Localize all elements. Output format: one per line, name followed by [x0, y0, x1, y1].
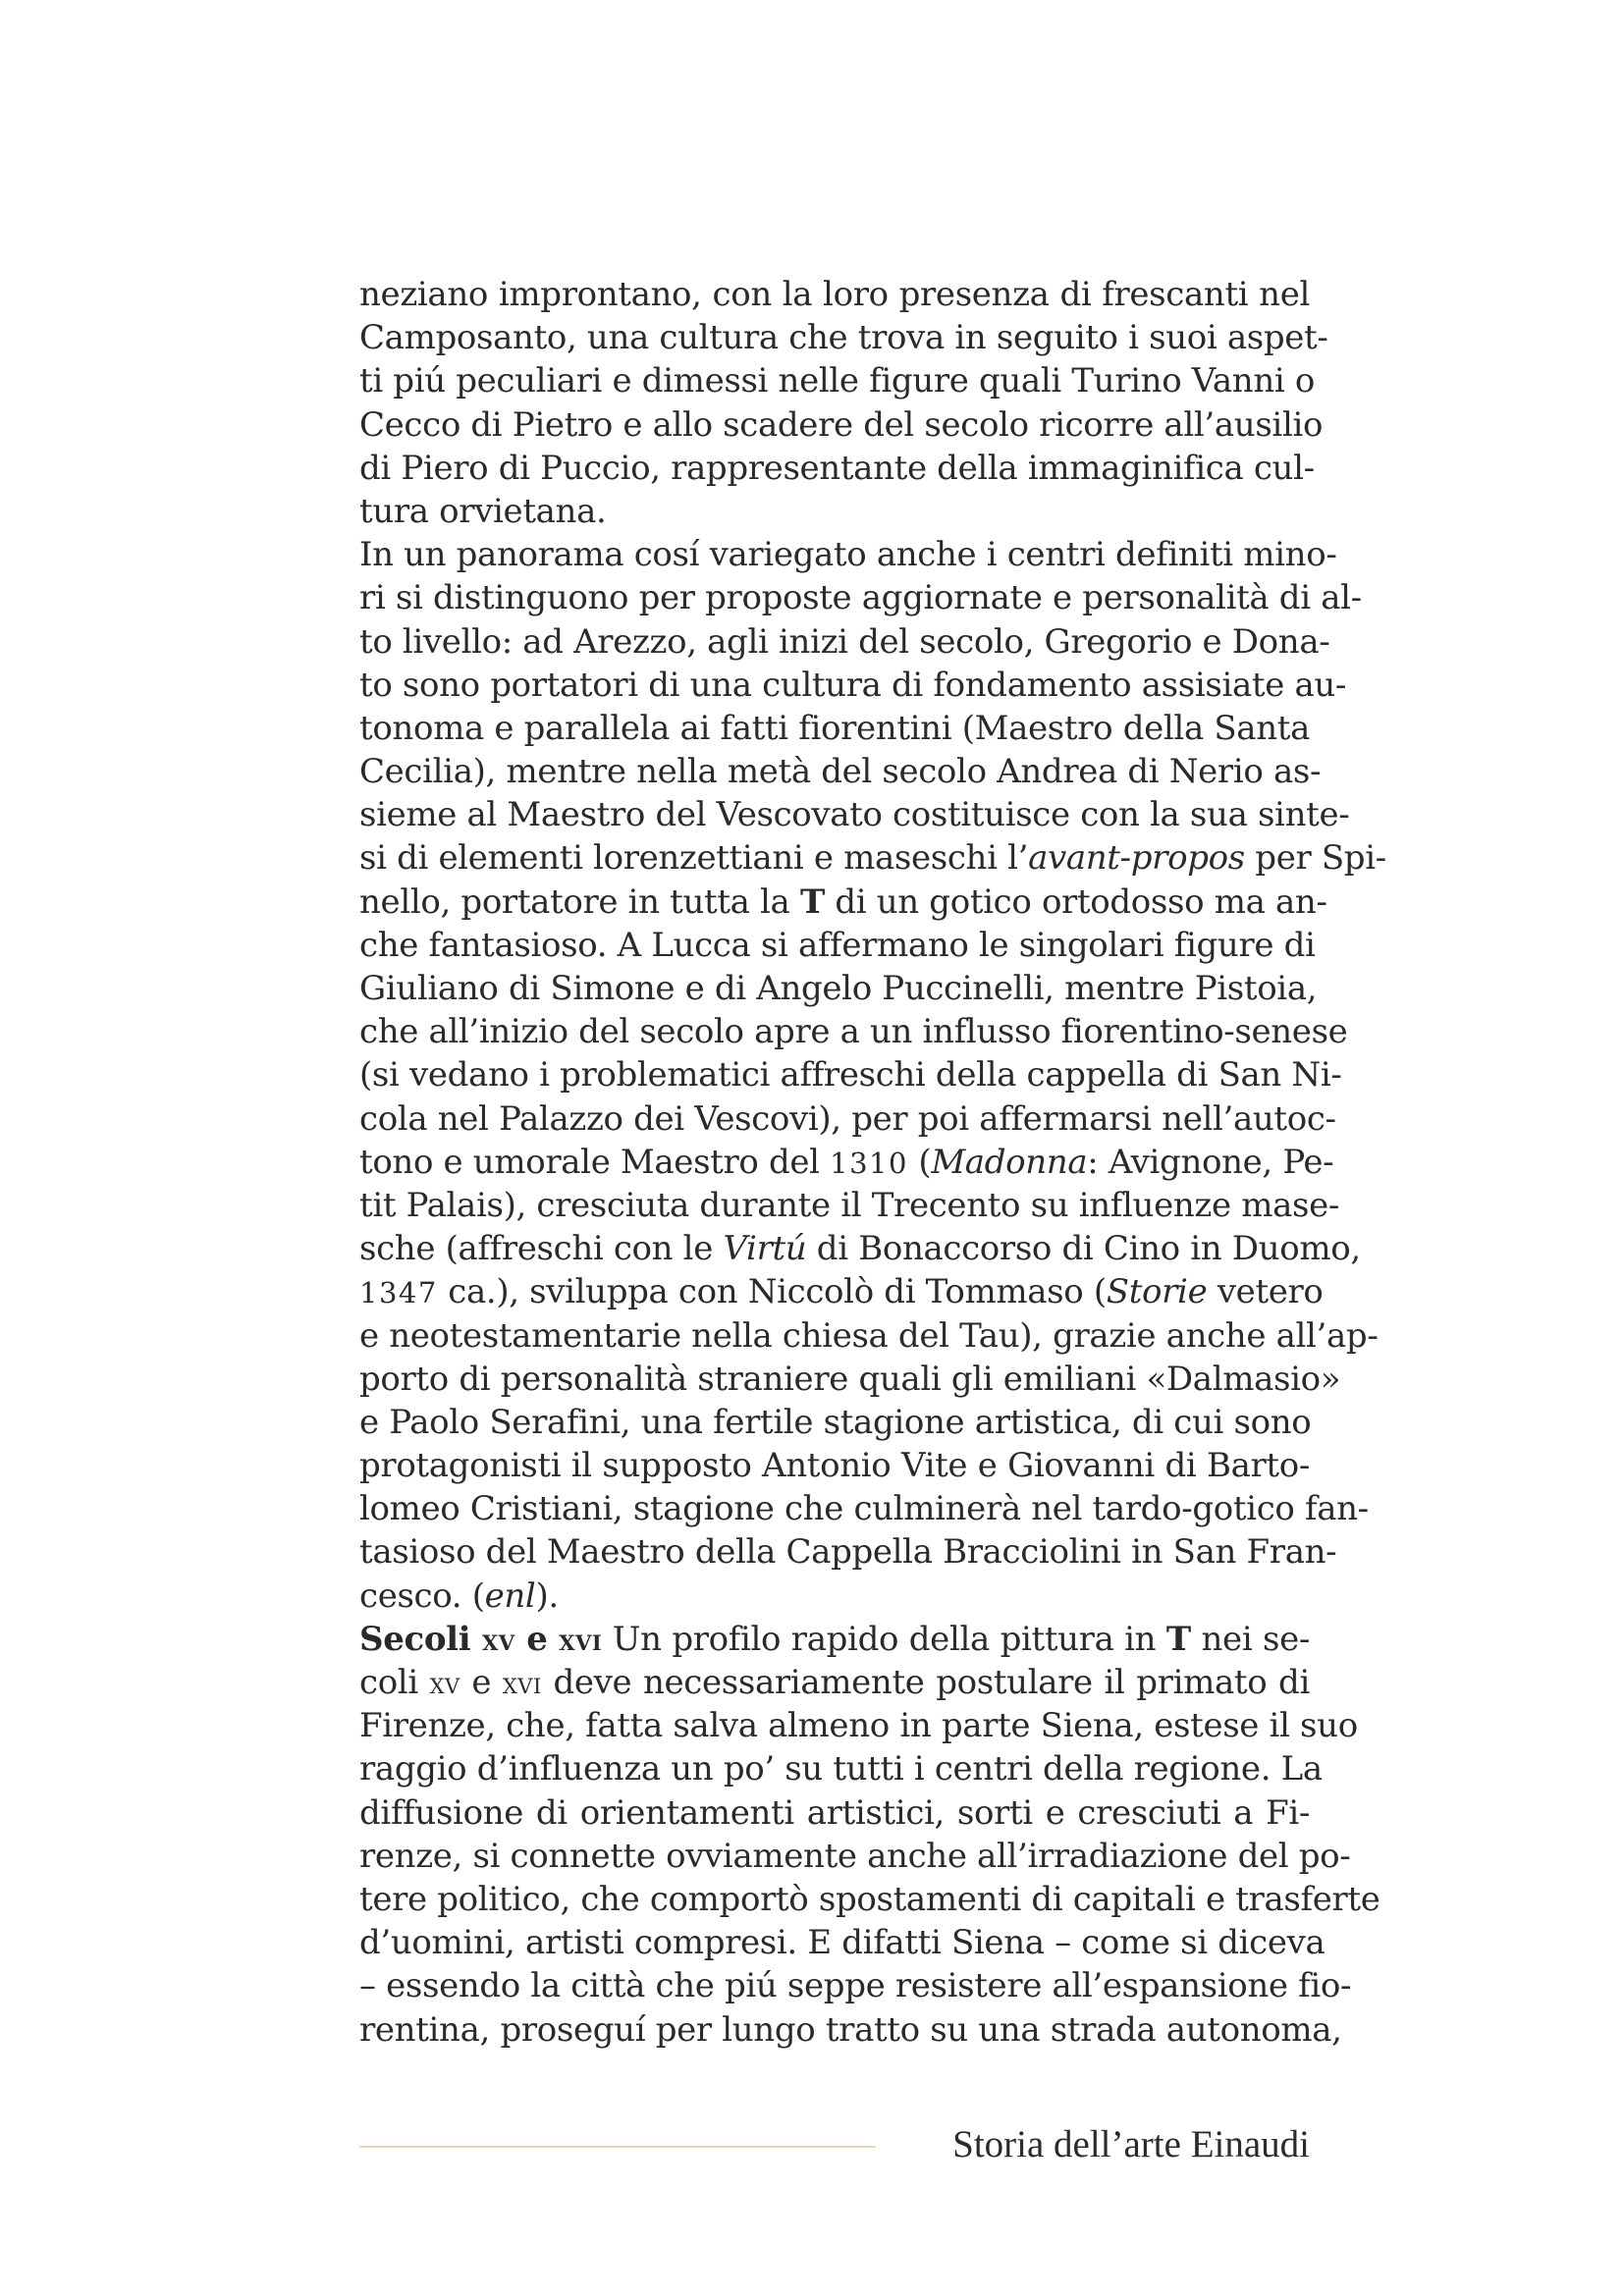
text-line: nello, portatore in tutta la T di un gotico ortodosso ma an-	[359, 881, 1327, 922]
text-line: protagonisti il supposto Antonio Vite e Giovanni di Barto-	[359, 1446, 1310, 1486]
text-line: di Piero di Puccio, rappresentante della immaginifica cul-	[359, 448, 1315, 488]
text-line: coli xv e xvi deve necessariamente postulare il primato di	[359, 1663, 1310, 1702]
text-line: to livello: ad Arezzo, agli inizi del secolo, Gregorio e Dona-	[359, 621, 1330, 662]
text-line: tit Palais), cresciuta durante il Trecento su influenze mase-	[359, 1185, 1340, 1225]
oldstyle-number: 1347	[359, 1276, 438, 1310]
footer-title: Storia dell’arte Einaudi	[952, 2123, 1310, 2165]
text-line: Cecilia), mentre nella metà del secolo Andrea di Nerio as-	[359, 752, 1322, 792]
italic-term: avant-propos	[1028, 838, 1245, 879]
oldstyle-number: 1310	[830, 1146, 908, 1180]
body-text	[359, 273, 1386, 2052]
text-line: tono e umorale Maestro del 1310 (Madonna: Avignone, Pe-	[359, 1142, 1334, 1182]
text-line: sieme al Maestro del Vescovato costituisce con la sua sinte-	[359, 795, 1350, 835]
text-line: In un panorama cosí variegato anche i centri definiti mino-	[359, 535, 1337, 575]
text-line: Cecco di Pietro e allo scadere del secolo ricorre all’ausilio	[359, 404, 1324, 445]
small-caps-numeral: xv	[429, 1667, 460, 1701]
text-line: 1347 ca.), sviluppa con Niccolò di Tommaso (Storie vetero	[359, 1272, 1324, 1312]
text-line: Giuliano di Simone e di Angelo Puccinelli, mentre Pistoia,	[359, 969, 1318, 1008]
text-line: Camposanto, una cultura che trova in seguito i suoi aspet-	[359, 318, 1328, 358]
text-line: tonoma e parallela ai fatti fiorentini (Maestro della Santa	[359, 708, 1310, 748]
text-line: ri si distinguono per proposte aggiornate e personalità di al-	[359, 578, 1362, 618]
text-line: ti piú peculiari e dimessi nelle figure quali Turino Vanni o	[359, 361, 1315, 401]
text-line: to sono portatori di una cultura di fondamento assisiate au-	[359, 665, 1347, 705]
text-line: tasioso del Maestro della Cappella Bracciolini in San Fran-	[359, 1532, 1337, 1573]
text-line: e Paolo Serafini, una fertile stagione artistica, di cui sono	[359, 1402, 1312, 1442]
text-line: cesco. (enl).	[359, 1575, 559, 1616]
text-line: neziano improntano, con la loro presenza di frescanti nel	[359, 275, 1310, 314]
page-footer	[359, 2117, 1310, 2176]
text-line: – essendo la città che piú seppe resistere all’espansione fio-	[359, 1966, 1352, 2006]
text-line: d’uomini, artisti compresi. E difatti Siena – come si diceva	[359, 1923, 1325, 1963]
small-caps-numeral: xvi	[502, 1667, 542, 1701]
text-line: cola nel Palazzo dei Vescovi), per poi affermarsi nell’autoc-	[359, 1098, 1336, 1139]
abbreviation-bold: T	[1165, 1619, 1191, 1659]
text-line: porto di personalità straniere quali gli emiliani «Dalmasio»	[359, 1359, 1341, 1399]
text-line: (si vedano i problematici affreschi della cappella di San Ni-	[359, 1055, 1342, 1095]
footer-rule	[359, 2146, 876, 2148]
text-line: che all’inizio del secolo apre a un influsso fiorentino-senese	[359, 1012, 1348, 1052]
text-line: che fantasioso. A Lucca si affermano le singolari figure di	[359, 925, 1316, 965]
italic-term: Storie	[1106, 1272, 1208, 1312]
text-line: renze, si connette ovviamente anche all’irradiazione del po-	[359, 1836, 1351, 1876]
author-initials: enl	[484, 1575, 536, 1616]
abbreviation-bold: T	[799, 881, 825, 922]
text-line: tura orvietana.	[359, 491, 607, 531]
text-line: diffusione di orientamenti artistici, sorti e cresciuti a Fi-	[359, 1792, 1310, 1833]
text-line: raggio d’influenza un po’ su tutti i centri della regione. La	[359, 1749, 1323, 1789]
text-line: e neotestamentarie nella chiesa del Tau), grazie anche all’ap-	[359, 1315, 1379, 1356]
italic-term: Madonna	[931, 1142, 1088, 1182]
text-line: Secoli xv e xvi Un profilo rapido della pittura in T nei se-	[359, 1619, 1310, 1659]
text-line: si di elementi lorenzettiani e maseschi l’avant-propos per Spi-	[359, 838, 1386, 879]
italic-term: Virtú	[723, 1229, 807, 1269]
text-line: tere politico, che comportò spostamenti di capitali e trasferte	[359, 1879, 1380, 1919]
text-line: rentina, proseguí per lungo tratto su una strada autonoma,	[359, 2009, 1342, 2050]
text-line: sche (affreschi con le Virtú di Bonaccorso di Cino in Duomo,	[359, 1229, 1361, 1269]
text-line: lomeo Cristiani, stagione che culminerà nel tardo-gotico fan-	[359, 1489, 1369, 1529]
section-heading: Secoli xv e xvi	[359, 1619, 603, 1659]
text-line: Firenze, che, fatta salva almeno in parte Siena, estese il suo	[359, 1706, 1358, 1746]
